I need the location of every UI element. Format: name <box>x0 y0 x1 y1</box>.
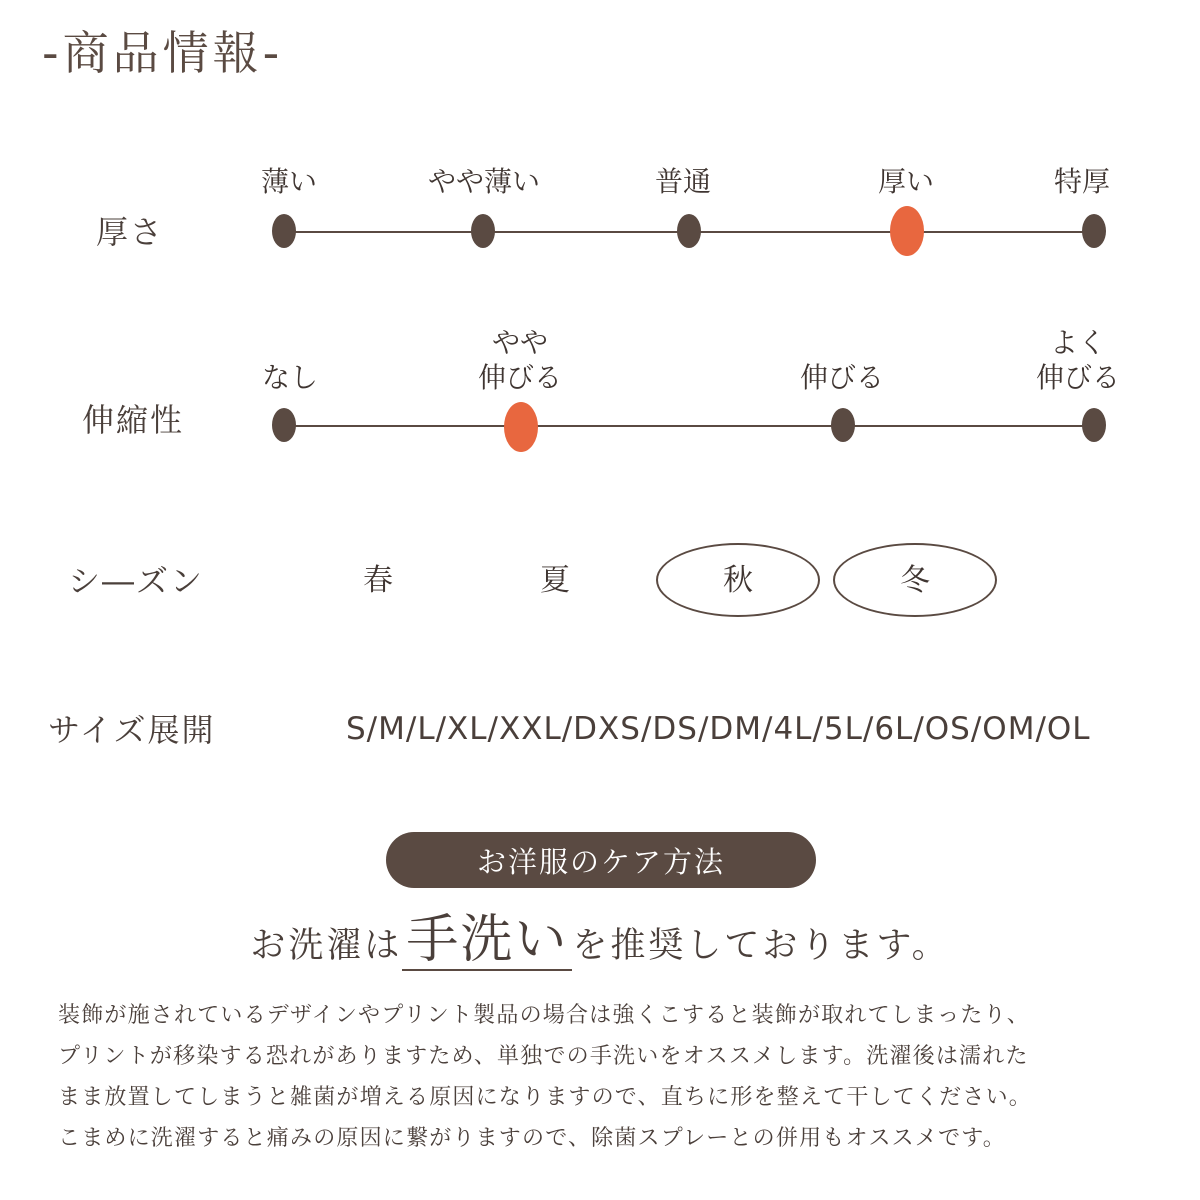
thickness-level-label: やや薄い <box>427 165 541 198</box>
wash-prefix: お洗濯は <box>250 926 403 966</box>
stretch-dot <box>272 408 296 442</box>
thickness-selected-dot <box>890 206 924 256</box>
thickness-level-label: 特厚 <box>1053 165 1111 198</box>
care-description <box>58 995 1168 1159</box>
care-text-line: プリントが移染する恐れがありますため、単独での手洗いをオススメします。洗濯後は濡れた <box>58 1044 1029 1069</box>
season-winter: 冬 <box>900 563 930 598</box>
season-summer: 夏 <box>540 563 570 598</box>
thickness-dot <box>272 214 296 248</box>
thickness-level-label: 薄い <box>260 165 318 198</box>
thickness-dot <box>1082 214 1106 248</box>
thickness-dot <box>471 214 495 248</box>
thickness-level-label: 普通 <box>654 165 712 198</box>
stretch-dot <box>831 408 855 442</box>
stretch-level-label: やや 伸びる <box>477 326 563 394</box>
season-autumn: 秋 <box>723 563 753 598</box>
stretch-level-label: よく 伸びる <box>1035 326 1121 394</box>
thickness-label: 厚さ <box>96 213 165 251</box>
season-label: シ―ズン <box>68 562 205 600</box>
wash-emphasis: 手洗い <box>402 912 572 971</box>
care-text-line: 装飾が施されているデザインやプリント製品の場合は強くこすると装飾が取れてしまったり、 <box>58 1003 1030 1028</box>
stretch-selected-dot <box>504 402 538 452</box>
stretch-label: 伸縮性 <box>82 401 185 439</box>
stretch-level-label: なし <box>261 361 319 394</box>
season-spring: 春 <box>363 563 393 598</box>
thickness-level-label: 厚い <box>877 165 935 198</box>
stretch-dot <box>1082 408 1106 442</box>
wash-suffix: を推奨しております。 <box>572 926 950 966</box>
sizes-label: サイズ展開 <box>48 711 216 749</box>
wash-recommendation <box>0 912 1200 971</box>
care-text-line: こまめに洗濯すると痛みの原因に繋がりますので、除菌スプレーとの併用もオススメです。 <box>58 1126 1006 1151</box>
stretch-level-label: 伸びる <box>799 361 885 394</box>
thickness-dot <box>677 214 701 248</box>
care-text-line: まま放置してしまうと雑菌が増える原因になりますので、直ちに形を整えて干してください。 <box>58 1085 1032 1110</box>
care-heading: お洋服のケア方法 <box>386 832 816 888</box>
sizes-value: S/M/L/XL/XXL/DXS/DS/DM/4L/5L/6L/OS/OM/OL <box>346 711 1091 747</box>
stretch-track <box>284 425 1094 427</box>
page-title: -商品情報- <box>42 26 284 80</box>
